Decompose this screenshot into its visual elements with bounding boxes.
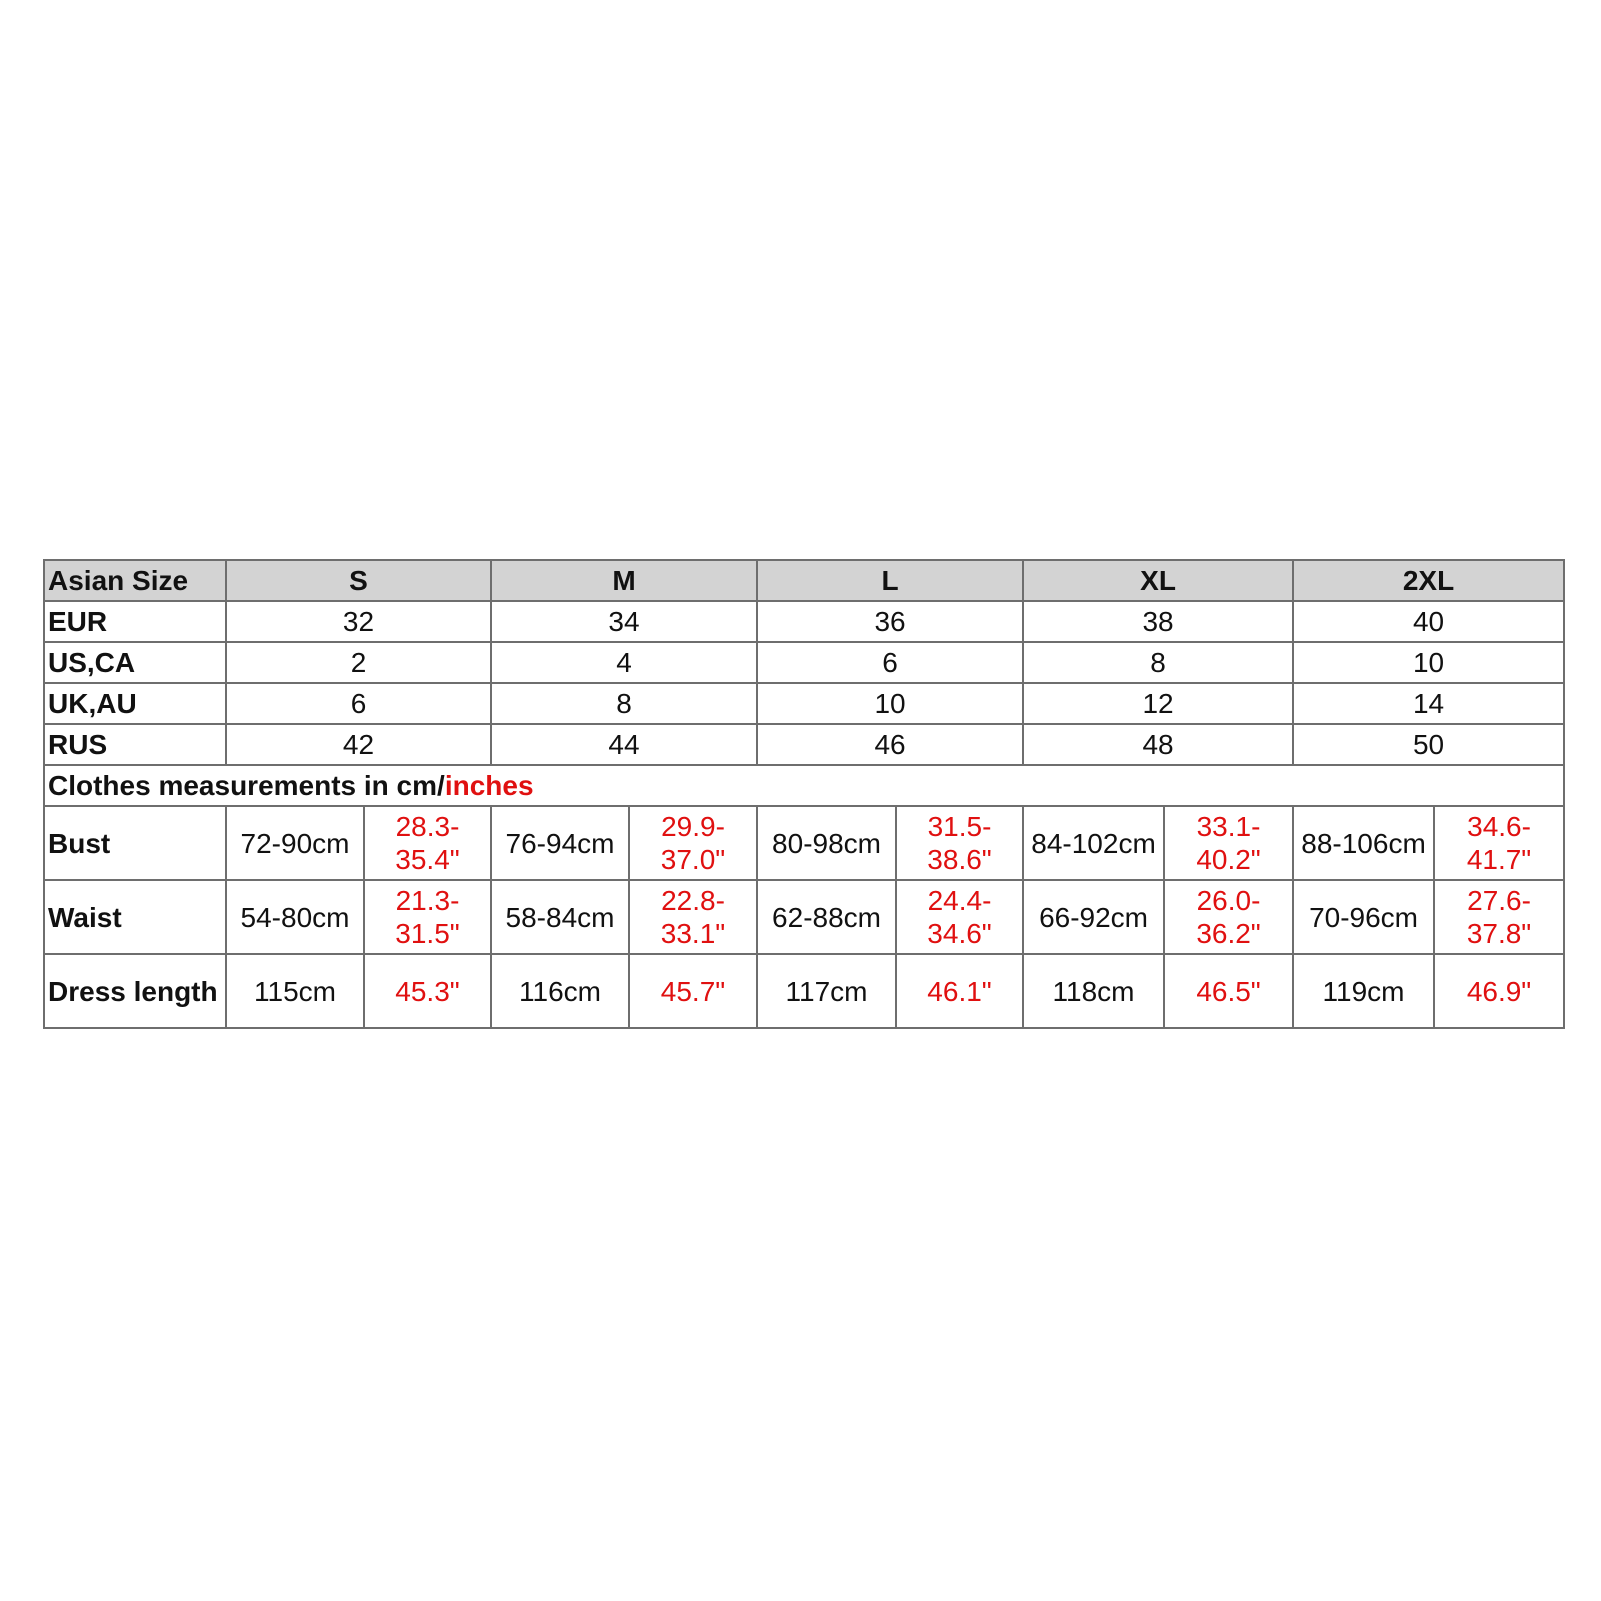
table-cell: 44 bbox=[491, 724, 757, 765]
inch-cell: 22.8-33.1" bbox=[629, 880, 757, 954]
inch-cell: 29.9-37.0" bbox=[629, 806, 757, 880]
table-cell: 46 bbox=[757, 724, 1023, 765]
measurement-row-waist bbox=[44, 880, 1564, 954]
table-cell: 6 bbox=[757, 642, 1023, 683]
table-cell: 36 bbox=[757, 601, 1023, 642]
table-cell: 10 bbox=[1293, 642, 1564, 683]
inch-cell: 26.0-36.2" bbox=[1164, 880, 1293, 954]
table-cell: 8 bbox=[1023, 642, 1293, 683]
table-cell: 38 bbox=[1023, 601, 1293, 642]
measurement-row-bust bbox=[44, 806, 1564, 880]
inch-cell: 46.1" bbox=[896, 954, 1023, 1028]
measurements-note-row bbox=[44, 765, 1564, 806]
size-chart-table bbox=[43, 559, 1565, 1029]
size-row-uk-au bbox=[44, 683, 1564, 724]
row-label-us-ca: US,CA bbox=[44, 642, 226, 683]
row-label-uk-au: UK,AU bbox=[44, 683, 226, 724]
inch-cell: 27.6-37.8" bbox=[1434, 880, 1564, 954]
table-cell: 10 bbox=[757, 683, 1023, 724]
size-row-eur bbox=[44, 601, 1564, 642]
inch-cell: 24.4-34.6" bbox=[896, 880, 1023, 954]
table-cell: 40 bbox=[1293, 601, 1564, 642]
cm-cell: 119cm bbox=[1293, 954, 1434, 1028]
size-row-us-ca bbox=[44, 642, 1564, 683]
asian-size-label: Asian Size bbox=[44, 560, 226, 601]
size-header-row bbox=[44, 560, 1564, 601]
measurements-note bbox=[44, 765, 1564, 806]
cm-cell: 76-94cm bbox=[491, 806, 629, 880]
table-cell: 34 bbox=[491, 601, 757, 642]
inch-cell: 28.3-35.4" bbox=[364, 806, 491, 880]
table-cell: 6 bbox=[226, 683, 491, 724]
row-label-bust: Bust bbox=[44, 806, 226, 880]
table-cell: 2 bbox=[226, 642, 491, 683]
inch-cell: 21.3-31.5" bbox=[364, 880, 491, 954]
row-label-eur: EUR bbox=[44, 601, 226, 642]
cm-cell: 116cm bbox=[491, 954, 629, 1028]
inch-cell: 46.9" bbox=[1434, 954, 1564, 1028]
table-cell: 42 bbox=[226, 724, 491, 765]
measurements-note-inches: inches bbox=[444, 770, 534, 801]
size-header-s: S bbox=[226, 560, 491, 601]
row-label-dress-length: Dress length bbox=[44, 954, 226, 1028]
inch-cell: 34.6-41.7" bbox=[1434, 806, 1564, 880]
cm-cell: 115cm bbox=[226, 954, 364, 1028]
size-header-2xl: 2XL bbox=[1293, 560, 1564, 601]
cm-cell: 118cm bbox=[1023, 954, 1164, 1028]
row-label-rus: RUS bbox=[44, 724, 226, 765]
table-cell: 32 bbox=[226, 601, 491, 642]
table-cell: 48 bbox=[1023, 724, 1293, 765]
size-header-m: M bbox=[491, 560, 757, 601]
table-cell: 14 bbox=[1293, 683, 1564, 724]
cm-cell: 62-88cm bbox=[757, 880, 896, 954]
size-header-xl: XL bbox=[1023, 560, 1293, 601]
table-cell: 12 bbox=[1023, 683, 1293, 724]
cm-cell: 72-90cm bbox=[226, 806, 364, 880]
table-cell: 4 bbox=[491, 642, 757, 683]
inch-cell: 45.7" bbox=[629, 954, 757, 1028]
inch-cell: 46.5" bbox=[1164, 954, 1293, 1028]
cm-cell: 54-80cm bbox=[226, 880, 364, 954]
cm-cell: 80-98cm bbox=[757, 806, 896, 880]
cm-cell: 70-96cm bbox=[1293, 880, 1434, 954]
cm-cell: 66-92cm bbox=[1023, 880, 1164, 954]
cm-cell: 84-102cm bbox=[1023, 806, 1164, 880]
inch-cell: 33.1-40.2" bbox=[1164, 806, 1293, 880]
size-row-rus bbox=[44, 724, 1564, 765]
inch-cell: 31.5-38.6" bbox=[896, 806, 1023, 880]
inch-cell: 45.3" bbox=[364, 954, 491, 1028]
measurement-row-dress-length bbox=[44, 954, 1564, 1028]
measurements-note-prefix: Clothes measurements in cm/ bbox=[48, 770, 445, 801]
size-header-l: L bbox=[757, 560, 1023, 601]
table-cell: 8 bbox=[491, 683, 757, 724]
cm-cell: 58-84cm bbox=[491, 880, 629, 954]
row-label-waist: Waist bbox=[44, 880, 226, 954]
cm-cell: 88-106cm bbox=[1293, 806, 1434, 880]
cm-cell: 117cm bbox=[757, 954, 896, 1028]
table-cell: 50 bbox=[1293, 724, 1564, 765]
